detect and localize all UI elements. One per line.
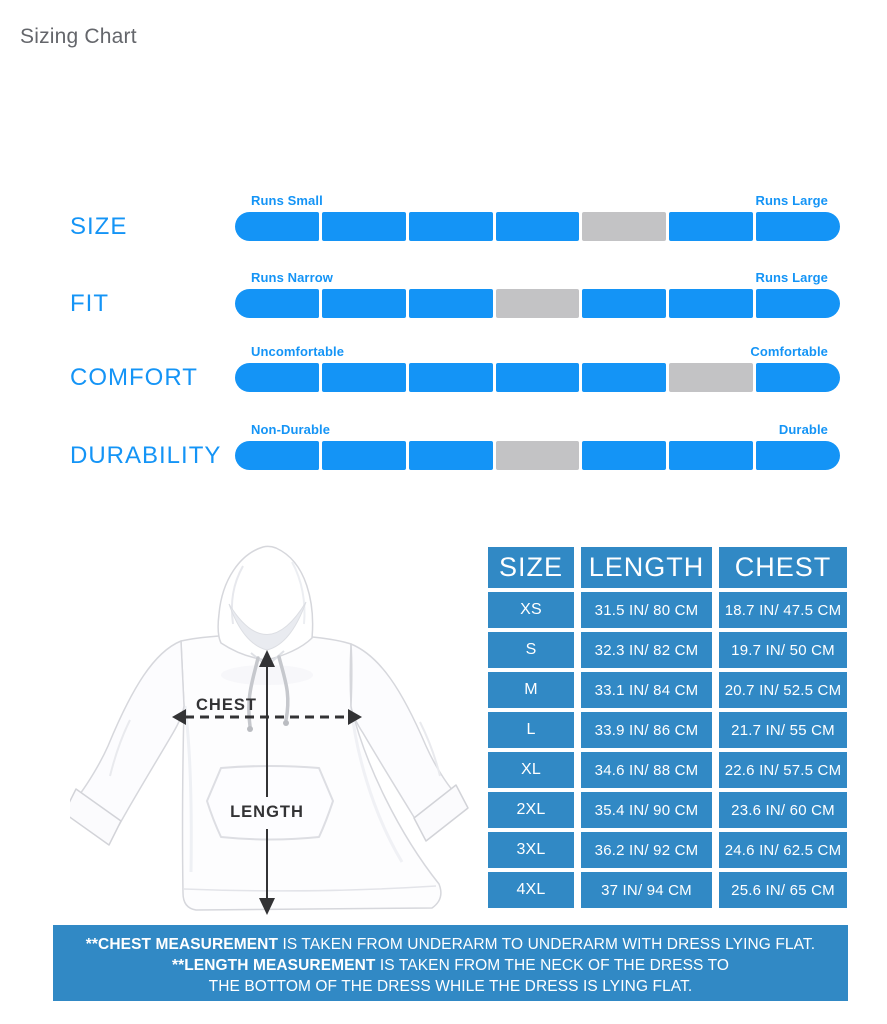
bar-segment	[322, 363, 406, 392]
table-cell-size: 3XL	[488, 832, 574, 868]
bar-row-label: COMFORT	[70, 363, 198, 391]
table-cell-size: M	[488, 672, 574, 708]
table-cell: 22.6 IN/ 57.5 CM	[719, 752, 847, 788]
table-cell: 21.7 IN/ 55 CM	[719, 712, 847, 748]
bar-row-fit	[0, 270, 887, 326]
hoodie-diagram	[70, 540, 480, 930]
length-label: LENGTH	[230, 803, 304, 821]
measurement-footnote	[53, 925, 848, 1001]
footnote-length-line-2: THE BOTTOM OF THE DRESS WHILE THE DRESS IS LYING FLAT.	[208, 978, 693, 995]
bar-left-label: Runs Small	[251, 193, 323, 208]
bar-segment	[496, 363, 580, 392]
table-cell-size: XS	[488, 592, 574, 628]
bar-row-label: DURABILITY	[70, 441, 222, 469]
bar-segment	[756, 289, 840, 318]
bar-segment-marker	[496, 441, 580, 470]
table-cell: 20.7 IN/ 52.5 CM	[719, 672, 847, 708]
bar-segment	[582, 441, 666, 470]
chest-label: CHEST	[196, 696, 257, 714]
bar-endlabels	[235, 270, 840, 285]
table-cell-size: S	[488, 632, 574, 668]
table-cell: 37 IN/ 94 CM	[581, 872, 712, 908]
bar-row-durability	[0, 422, 887, 478]
bar-left-label: Non-Durable	[251, 422, 331, 437]
bar-area	[235, 422, 840, 470]
bar-segment	[409, 289, 493, 318]
bar-left-label: Runs Narrow	[251, 270, 334, 285]
bar-segment-marker	[582, 212, 666, 241]
bar-segment	[409, 363, 493, 392]
bar-segment	[409, 441, 493, 470]
bar-segment-marker	[669, 363, 753, 392]
bar-segment	[322, 212, 406, 241]
bar-area	[235, 344, 840, 392]
bar-segment	[235, 363, 319, 392]
bar-segment	[235, 441, 319, 470]
table-cell-size: 2XL	[488, 792, 574, 828]
bar-right-label: Runs Large	[755, 193, 828, 208]
bar-left-label: Uncomfortable	[251, 344, 345, 359]
bar-area	[235, 270, 840, 318]
bar-segment	[756, 441, 840, 470]
table-cell: 35.4 IN/ 90 CM	[581, 792, 712, 828]
bar-track	[235, 441, 840, 470]
bar-segment	[669, 289, 753, 318]
hoodie-hood	[218, 546, 312, 666]
bar-row-label: FIT	[70, 289, 109, 317]
bar-segment	[582, 363, 666, 392]
table-cell-size: XL	[488, 752, 574, 788]
bar-right-label: Durable	[778, 422, 828, 437]
table-cell-size: 4XL	[488, 872, 574, 908]
table-cell: 24.6 IN/ 62.5 CM	[719, 832, 847, 868]
table-cell: 18.7 IN/ 47.5 CM	[719, 592, 847, 628]
page-title: Sizing Chart	[20, 25, 137, 48]
table-cell: 19.7 IN/ 50 CM	[719, 632, 847, 668]
bar-endlabels	[235, 422, 840, 437]
table-header-cell: LENGTH	[581, 547, 712, 588]
bar-segment	[496, 212, 580, 241]
table-cell: 33.9 IN/ 86 CM	[581, 712, 712, 748]
bar-segment	[669, 441, 753, 470]
table-cell-size: L	[488, 712, 574, 748]
footnote-length-line-1: **LENGTH MEASUREMENT IS TAKEN FROM THE NECK OF THE DRESS TO	[171, 957, 730, 974]
bar-row-comfort	[0, 344, 887, 400]
bar-segment	[669, 212, 753, 241]
bar-segment	[235, 212, 319, 241]
bar-segment	[582, 289, 666, 318]
size-table	[488, 547, 847, 908]
bar-segment	[235, 289, 319, 318]
bar-segment	[409, 212, 493, 241]
bar-right-label: Comfortable	[750, 344, 828, 359]
bar-endlabels	[235, 344, 840, 359]
bar-segment-marker	[496, 289, 580, 318]
table-header-cell: CHEST	[719, 547, 847, 588]
bar-endlabels	[235, 193, 840, 208]
bar-segment	[322, 441, 406, 470]
bar-segment	[322, 289, 406, 318]
table-cell: 25.6 IN/ 65 CM	[719, 872, 847, 908]
table-cell: 33.1 IN/ 84 CM	[581, 672, 712, 708]
bar-area	[235, 193, 840, 241]
bar-row-label: SIZE	[70, 212, 128, 240]
table-header-cell: SIZE	[488, 547, 574, 588]
table-cell: 34.6 IN/ 88 CM	[581, 752, 712, 788]
bar-segment	[756, 363, 840, 392]
bar-segment	[756, 212, 840, 241]
bar-track	[235, 212, 840, 241]
footnote-chest-line: **CHEST MEASUREMENT IS TAKEN FROM UNDERARM TO UNDERARM WITH DRESS LYING FLAT.	[85, 936, 816, 953]
bar-track	[235, 363, 840, 392]
bar-right-label: Runs Large	[755, 270, 828, 285]
bar-track	[235, 289, 840, 318]
table-cell: 23.6 IN/ 60 CM	[719, 792, 847, 828]
table-cell: 31.5 IN/ 80 CM	[581, 592, 712, 628]
table-cell: 32.3 IN/ 82 CM	[581, 632, 712, 668]
table-cell: 36.2 IN/ 92 CM	[581, 832, 712, 868]
bar-row-size	[0, 193, 887, 249]
